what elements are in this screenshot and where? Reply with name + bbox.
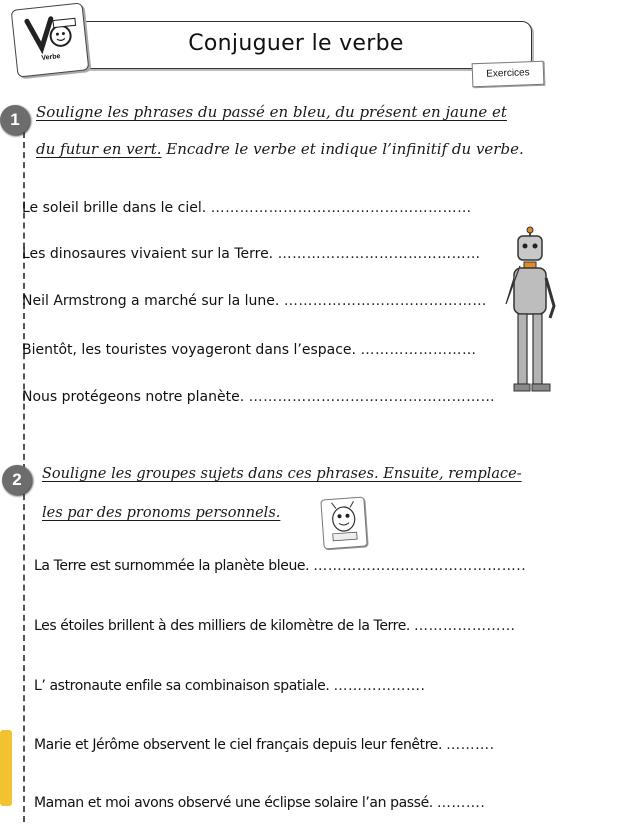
page-title: Conjuguer le verbe: [188, 31, 404, 56]
answer-dots: ……………………………………: [277, 246, 481, 262]
exercise-1-sentence-2: [22, 246, 481, 262]
answer-dots: …………………: [414, 618, 516, 634]
sentence-text: Les étoiles brillent à des milliers de kilomètre de la Terre.: [34, 618, 410, 634]
sentence-text: Marie et Jérôme observent le ciel français depuis leur fenêtre.: [34, 737, 443, 753]
exercise-2-instruction-line-1: [42, 466, 522, 482]
answer-dots: ……….: [446, 737, 495, 753]
exercise-1-sentence-3: [22, 293, 487, 309]
sentence-text: Le soleil brille dans le ciel.: [22, 200, 207, 216]
instruction-underlined: Souligne les groupes sujets dans ces phrases. Ensuite, remplace-: [42, 466, 522, 482]
answer-dots: ……………….: [333, 678, 426, 694]
exercise-2-number: 2: [2, 465, 32, 495]
exercise-badge: Exercices: [472, 61, 545, 87]
instruction-underlined: les par des pronoms personnels.: [42, 505, 281, 521]
answer-dots: ………………………………………………: [210, 200, 472, 216]
exercise-2-sentence-1: [34, 558, 526, 574]
answer-dots: ……………………………………………: [248, 389, 496, 405]
side-logo-icon: [0, 730, 12, 806]
sentence-text: Neil Armstrong a marché sur la lune.: [22, 293, 280, 309]
sentence-text: Les dinosaures vivaient sur la Terre.: [22, 246, 274, 262]
exercise-1-sentence-5: [22, 389, 495, 405]
answer-dots: ……………………………………: [283, 293, 487, 309]
answer-dots: ……………………: [360, 342, 477, 358]
pronoun-mascot-icon: [320, 497, 367, 550]
verb-logo-icon: [11, 2, 90, 77]
exercise-2-instruction-line-2: [42, 505, 280, 521]
instruction-text: Encadre le verbe et indique l’infinitif du verbe.: [161, 140, 524, 158]
exercise-1-instruction-line-1: [36, 103, 507, 121]
instruction-underlined: du futur en vert.: [36, 140, 162, 158]
sentence-text: La Terre est surnommée la planète bleue.: [34, 558, 310, 574]
exercise-2-sentence-5: [34, 795, 485, 811]
sentence-text: L’ astronaute enfile sa combinaison spatiale.: [34, 678, 330, 694]
exercise-2-sentence-2: [34, 618, 516, 634]
exercise-1-sentence-4: [22, 342, 476, 358]
instruction-underlined: Souligne les phrases du passé en bleu, du présent en jaune et: [36, 103, 507, 121]
exercise-1-instruction-line-2: [36, 140, 524, 158]
sentence-text: Nous protégeons notre planète.: [22, 389, 245, 405]
answer-dots: ……….: [436, 795, 486, 811]
exercise-1-sentence-1: [22, 200, 472, 216]
exercise-2-sentence-4: [34, 737, 495, 753]
sentence-text: Bientôt, les touristes voyageront dans l’espace.: [22, 342, 356, 358]
robot-icon: [500, 226, 560, 406]
answer-dots: ……………………………………..: [313, 558, 527, 574]
sentence-text: Maman et moi avons observé une éclipse solaire l’an passé.: [34, 795, 433, 811]
exercise-2-sentence-3: [34, 678, 425, 694]
exercise-1-number: 1: [0, 105, 30, 135]
logo-label: Verbe: [41, 53, 61, 62]
